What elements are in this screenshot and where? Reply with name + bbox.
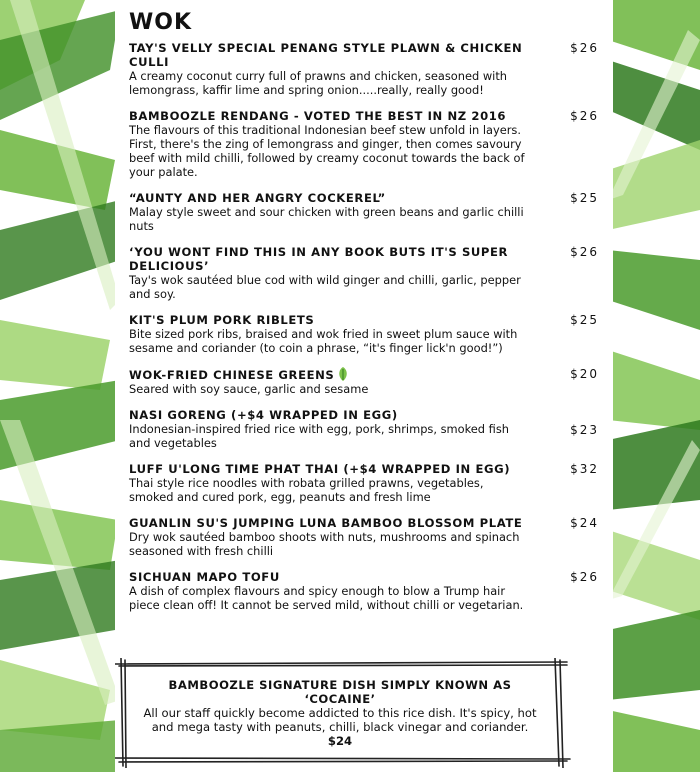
item-description: Bite sized pork ribs, braised and wok fried in sweet plum sauce with sesame and coriander (to coin a phrase, “it's finger lick'n good!”) bbox=[129, 327, 518, 355]
signature-title-2: ‘COCAINE’ bbox=[304, 692, 376, 706]
signature-text bbox=[135, 678, 545, 748]
item-description: Thai style rice noodles with robata grilled prawns, vegetables, smoked and cured pork, egg, peanuts and fresh lime bbox=[129, 476, 484, 504]
signature-description: All our staff quickly become addicted to this rice dish. It's spicy, hot and mega tasty with peanuts, chilli, black vinegar and coriander. bbox=[143, 706, 537, 734]
item-price: $24 bbox=[570, 516, 599, 530]
menu-item bbox=[129, 41, 599, 97]
menu-item bbox=[129, 408, 599, 450]
item-name: TAY'S VELLY SPECIAL PENANG STYLE PLAWN & CHICKEN CULLI bbox=[129, 41, 523, 69]
menu-item bbox=[129, 367, 599, 396]
item-description: A creamy coconut curry full of prawns and chicken, seasoned with lemongrass, kaffir lime and spring onion.....really, really good! bbox=[129, 69, 508, 97]
signature-title-1: BAMBOOZLE SIGNATURE DISH SIMPLY KNOWN AS bbox=[168, 678, 512, 692]
item-price: $26 bbox=[570, 245, 599, 259]
menu-items bbox=[129, 41, 599, 624]
item-name: ‘YOU WONT FIND THIS IN ANY BOOK BUTS IT'S SUPER DELICIOUS’ bbox=[129, 245, 509, 273]
leaf-icon bbox=[337, 367, 349, 381]
item-price: $26 bbox=[570, 41, 599, 55]
item-name: BAMBOOZLE RENDANG - VOTED THE BEST IN NZ 2016 bbox=[129, 109, 507, 123]
menu-item bbox=[129, 245, 599, 301]
menu-item bbox=[129, 516, 599, 558]
item-description: Dry wok sautéed bamboo shoots with nuts, mushrooms and spinach seasoned with fresh chilli bbox=[129, 530, 520, 558]
item-description: A dish of complex flavours and spicy enough to blow a Trump hair piece clean off! It cannot be served mild, without chilli or vegetarian. bbox=[129, 584, 524, 612]
decorative-leaves-left bbox=[0, 0, 120, 772]
section-title: WOK bbox=[129, 10, 193, 35]
item-name: LUFF U'LONG TIME PHAT THAI (+$4 WRAPPED IN EGG) bbox=[129, 462, 511, 476]
item-price: $23 bbox=[570, 423, 599, 437]
item-name: WOK-FRIED CHINESE GREENS bbox=[129, 368, 335, 382]
menu-item bbox=[129, 570, 599, 612]
item-price: $25 bbox=[570, 191, 599, 205]
item-description: Malay style sweet and sour chicken with green beans and garlic chilli nuts bbox=[129, 205, 524, 233]
menu-item bbox=[129, 109, 599, 179]
menu-page bbox=[115, 0, 613, 772]
item-name: NASI GORENG (+$4 WRAPPED IN EGG) bbox=[129, 408, 398, 422]
item-price: $26 bbox=[570, 109, 599, 123]
item-name-row bbox=[129, 367, 524, 382]
item-description: Indonesian-inspired fried rice with egg, pork, shrimps, smoked fish and vegetables bbox=[129, 422, 509, 450]
menu-item bbox=[129, 462, 599, 504]
menu-item bbox=[129, 313, 599, 355]
item-description: The flavours of this traditional Indonesian beef stew unfold in layers. First, there's the zing of lemongrass and ginger, then comes savoury beef with mild chilli, followed by creamy coconut towards the back of your palate. bbox=[129, 123, 525, 179]
signature-dish-box bbox=[115, 658, 613, 768]
item-price: $25 bbox=[570, 313, 599, 327]
signature-price: $24 bbox=[327, 734, 353, 748]
item-description: Tay's wok sautéed blue cod with wild ginger and chilli, garlic, pepper and soy. bbox=[129, 273, 521, 301]
item-name: “AUNTY AND HER ANGRY COCKEREL” bbox=[129, 191, 386, 205]
item-price: $26 bbox=[570, 570, 599, 584]
decorative-leaves-right bbox=[608, 0, 700, 772]
item-name: GUANLIN SU'S JUMPING LUNA BAMBOO BLOSSOM PLATE bbox=[129, 516, 523, 530]
item-name: KIT'S PLUM PORK RIBLETS bbox=[129, 313, 315, 327]
item-description: Seared with soy sauce, garlic and sesame bbox=[129, 382, 369, 396]
menu-item bbox=[129, 191, 599, 233]
item-price: $20 bbox=[570, 367, 599, 381]
item-name: SICHUAN MAPO TOFU bbox=[129, 570, 280, 584]
item-price: $32 bbox=[570, 462, 599, 476]
